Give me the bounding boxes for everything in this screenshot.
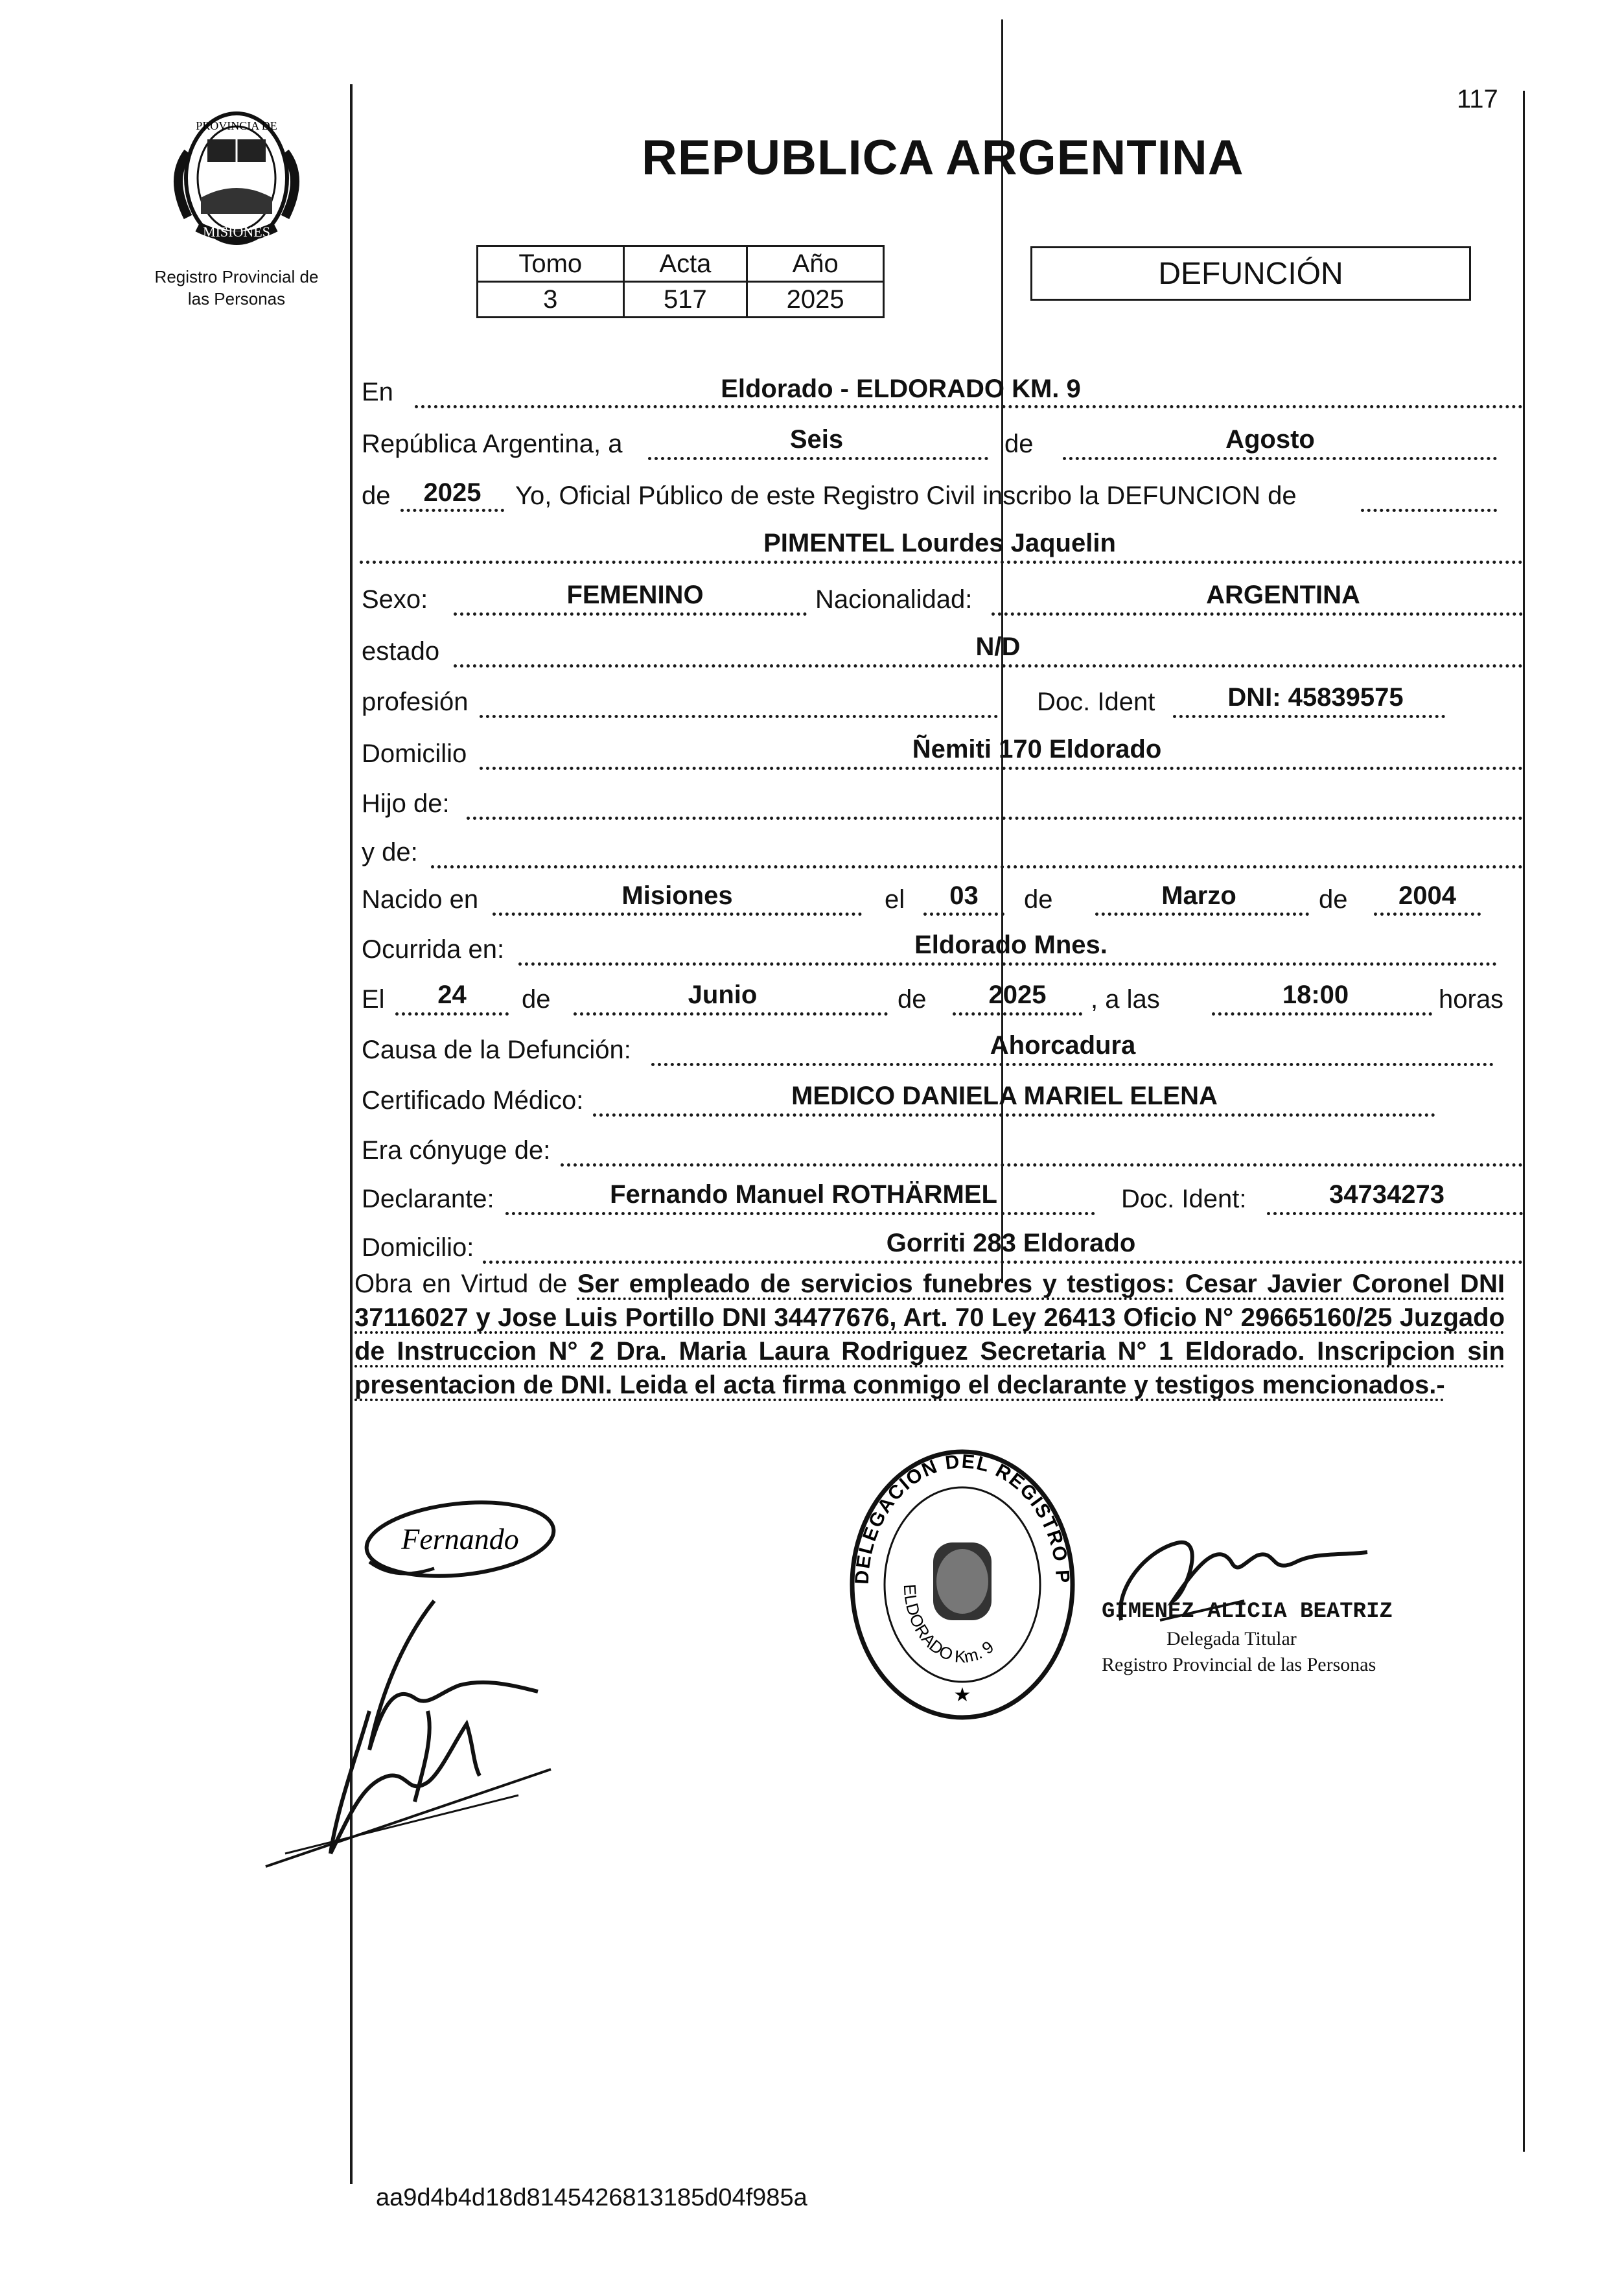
record-table-values <box>478 282 884 318</box>
official-name: GIMENEZ ALICIA BEATRIZ <box>1102 1600 1393 1624</box>
official-title: Delegada Titular <box>1166 1628 1297 1649</box>
label-de-4: de <box>1319 885 1348 914</box>
line-hijo-de <box>467 817 1523 820</box>
value-ocurrida: Eldorado Mnes. <box>914 931 1108 959</box>
line-y-de <box>431 865 1523 868</box>
value-declarante-doc: 34734273 <box>1329 1180 1444 1209</box>
label-horas: horas <box>1439 985 1504 1014</box>
declarant-signature <box>356 1484 570 1607</box>
label-declarante: Declarante: <box>362 1185 494 1213</box>
label-domicilio-2: Domicilio: <box>362 1233 474 1262</box>
document-hash: aa9d4b4d18d8145426813185d04f985a <box>376 2184 807 2211</box>
value-fallecio-anio: 2025 <box>988 981 1047 1009</box>
value-lugar: Eldorado - ELDORADO KM. 9 <box>721 375 1081 403</box>
line-estado <box>454 664 1523 668</box>
line-doc <box>1173 715 1445 718</box>
value-estado: N/D <box>975 633 1021 661</box>
line-profesion <box>480 715 998 718</box>
line-nacido-dia <box>923 913 1004 916</box>
line-ocurrida <box>518 962 1497 966</box>
provincial-seal <box>162 100 311 256</box>
record-type-box <box>1030 246 1471 301</box>
stamp-inner-text: ELDORADO Km. 9 <box>899 1583 998 1667</box>
value-obra: Ser empleado de servicios funebres y testigos: Cesar Javier Coronel DNI 37116027 y Jose Luis Portillo DNI 34477676, Art. 70 Ley 26413 Oficio N° 29665160/25 Juzgado de Instruccion N° 2 Dra. Maria Laura Rodriguez Secretaria N° 1 Eldorado. Inscripcion sin presentacion de DNI. Leida el acta firma conmigo el declarante y testigos mencionados.- <box>354 1270 1505 1399</box>
value-nombre: PIMENTEL Lourdes Jaquelin <box>763 529 1116 557</box>
value-hora: 18:00 <box>1282 981 1349 1009</box>
value-nacido-lugar: Misiones <box>621 881 733 910</box>
label-el: el <box>885 885 905 914</box>
label-a-las: , a las <box>1091 985 1160 1014</box>
line-fallecio-anio <box>953 1012 1082 1016</box>
value-fallecio-dia: 24 <box>437 981 467 1009</box>
line-fallecio-dia <box>395 1012 509 1016</box>
label-yo-oficial: Yo, Oficial Público de este Registro Civil inscribo la DEFUNCION de <box>515 482 1297 510</box>
line-causa <box>651 1063 1494 1066</box>
header-tomo: Tomo <box>478 246 624 282</box>
page-number: 117 <box>1457 85 1498 113</box>
label-obra: Obra en Virtud de <box>354 1270 568 1298</box>
label-certificado: Certificado Médico: <box>362 1086 584 1115</box>
label-nacionalidad: Nacionalidad: <box>815 585 973 614</box>
line-anio <box>400 509 504 512</box>
label-republica: República Argentina, a <box>362 430 623 458</box>
value-mes: Agosto <box>1225 425 1315 454</box>
line-sexo <box>454 612 807 616</box>
official-office: Registro Provincial de las Personas <box>1102 1654 1376 1675</box>
value-causa: Ahorcadura <box>990 1031 1136 1060</box>
value-anio: 2025 <box>423 478 481 507</box>
line-domicilio <box>480 767 1523 770</box>
value-nacionalidad: ARGENTINA <box>1206 581 1360 609</box>
line-nacido-lugar <box>493 913 862 916</box>
label-profesion: profesión <box>362 688 469 716</box>
label-y-de: y de: <box>362 838 418 867</box>
issuer-line-1: Registro Provincial de <box>154 267 319 286</box>
line-declarante-doc <box>1267 1212 1523 1215</box>
label-de-5: de <box>522 985 551 1014</box>
label-doc-ident: Doc. Ident <box>1037 688 1155 716</box>
record-table-header <box>478 246 884 282</box>
line-declarante <box>505 1212 1095 1215</box>
official-stamp <box>842 1445 1082 1724</box>
svg-text:MISIONES: MISIONES <box>203 224 270 240</box>
header-acta: Acta <box>623 246 747 282</box>
line-declarante-domicilio <box>483 1261 1523 1264</box>
label-domicilio: Domicilio <box>362 739 467 768</box>
line-yo-end <box>1361 509 1497 512</box>
label-ocurrida-en: Ocurrida en: <box>362 935 505 964</box>
label-el-cap: El <box>362 985 385 1014</box>
label-conyuge: Era cónyuge de: <box>362 1136 551 1165</box>
line-mes <box>1063 457 1497 460</box>
value-nacido-anio: 2004 <box>1398 881 1456 910</box>
record-type: DEFUNCIÓN <box>1158 257 1343 291</box>
witness-signature-2 <box>259 1685 583 1879</box>
line-conyuge <box>561 1163 1523 1167</box>
value-anio: 2025 <box>747 282 884 318</box>
value-dia: Seis <box>789 425 844 454</box>
value-tomo: 3 <box>478 282 624 318</box>
page-title: REPUBLICA ARGENTINA <box>642 130 1244 185</box>
line-hora <box>1212 1012 1432 1016</box>
label-de-2: de <box>362 482 391 510</box>
svg-text:PROVINCIA DE: PROVINCIA DE <box>196 119 277 132</box>
label-de-1: de <box>1004 430 1034 458</box>
value-declarante-domicilio: Gorriti 283 Eldorado <box>886 1229 1136 1257</box>
right-margin-line <box>1523 91 1525 2152</box>
header-anio: Año <box>747 246 884 282</box>
line-nacido-anio <box>1374 913 1481 916</box>
value-acta: 517 <box>623 282 747 318</box>
value-certificado: MEDICO DANIELA MARIEL ELENA <box>791 1082 1218 1110</box>
signature-name: Fernando <box>401 1522 519 1555</box>
line-certificado <box>593 1113 1435 1117</box>
line-fallecio-mes <box>574 1012 888 1016</box>
label-hijo-de: Hijo de: <box>362 789 450 818</box>
line-lugar <box>415 405 1523 408</box>
label-doc-ident-2: Doc. Ident: <box>1121 1185 1247 1213</box>
value-declarante: Fernando Manuel ROTHÄRMEL <box>610 1180 997 1209</box>
line-nacido-mes <box>1095 913 1309 916</box>
label-de-6: de <box>898 985 927 1014</box>
label-estado: estado <box>362 637 440 666</box>
label-causa: Causa de la Defunción: <box>362 1036 631 1064</box>
issuer-line-2: las Personas <box>187 289 286 308</box>
value-nacido-dia: 03 <box>949 881 979 910</box>
line-dia <box>648 457 988 460</box>
stamp-text: DELEGACION DEL REGISTRO P <box>851 1450 1074 1585</box>
label-de-3: de <box>1024 885 1053 914</box>
value-nacido-mes: Marzo <box>1161 881 1236 910</box>
record-table <box>476 245 885 318</box>
value-domicilio: Ñemiti 170 Eldorado <box>912 735 1162 763</box>
label-en: En <box>362 378 393 406</box>
line-nacionalidad <box>992 612 1523 616</box>
value-fallecio-mes: Junio <box>688 981 758 1009</box>
obra-en-virtud <box>354 1267 1505 1402</box>
label-nacido-en: Nacido en <box>362 885 479 914</box>
svg-text:★: ★ <box>953 1684 971 1706</box>
value-sexo: FEMENINO <box>566 581 704 609</box>
label-sexo: Sexo: <box>362 585 428 614</box>
line-nombre <box>360 561 1523 564</box>
issuer-name <box>130 266 343 310</box>
value-doc: DNI: 45839575 <box>1227 683 1404 712</box>
